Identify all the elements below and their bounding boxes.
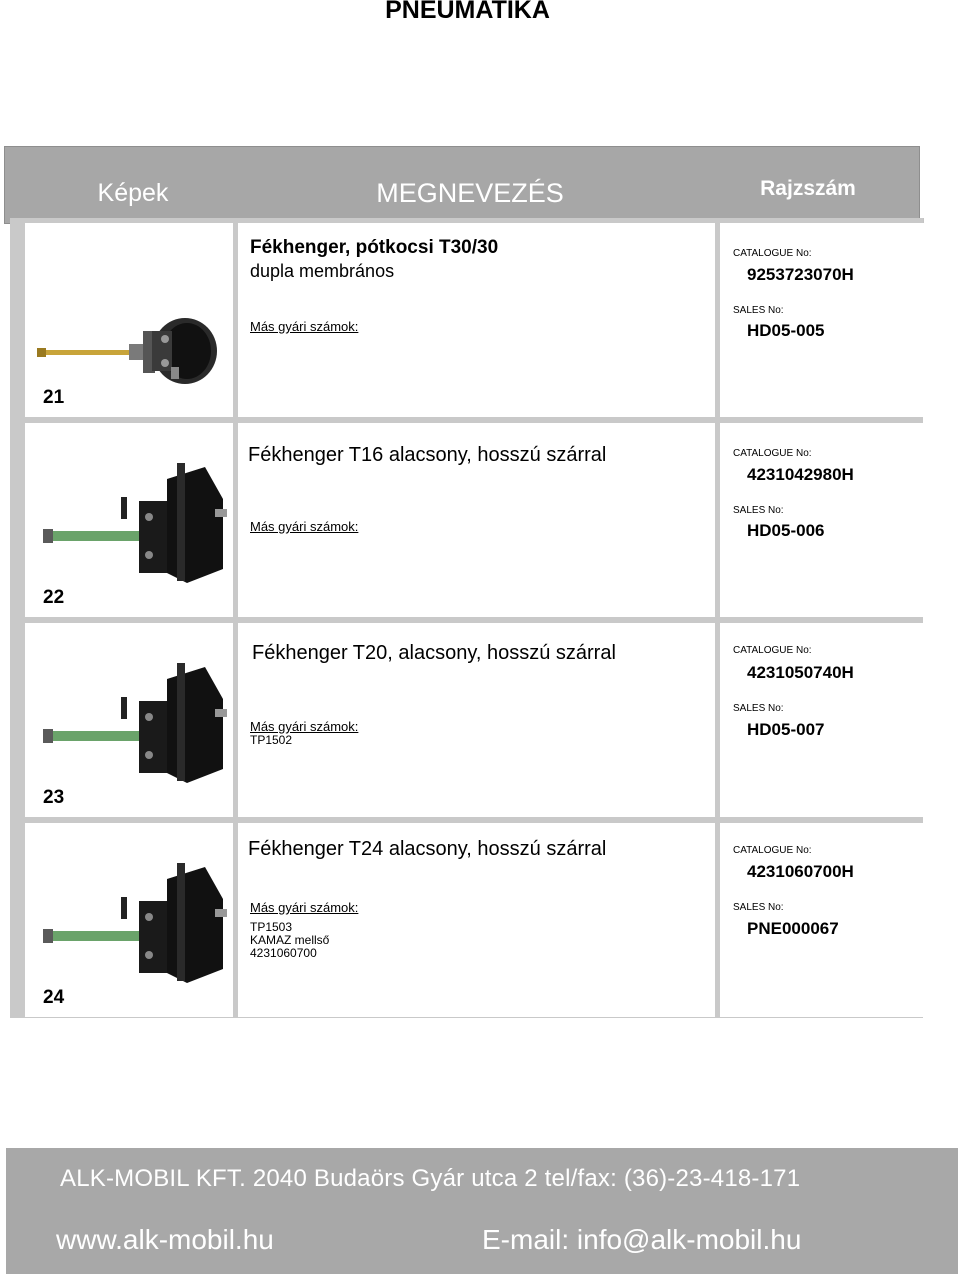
catalogue-no-label: CATALOGUE No: (733, 448, 812, 459)
row-index: 23 (43, 787, 65, 808)
product-name: Fékhenger T24 alacsony, hosszú szárral (248, 838, 607, 860)
column-header-name: MEGNEVEZÉS (376, 178, 564, 208)
sales-no-value: HD05-005 (747, 321, 825, 340)
other-factory-numbers-label: Más gyári számok: (250, 719, 359, 734)
other-factory-numbers-label: Más gyári számok: (250, 900, 359, 915)
footer-email-link[interactable]: E-mail: info@alk-mobil.hu (482, 1224, 802, 1255)
catalogue-cell (720, 223, 928, 417)
catalogue-no-label: CATALOGUE No: (733, 645, 812, 656)
catalogue-no-value: 4231050740H (747, 663, 854, 682)
product-image-cell (25, 823, 233, 1017)
catalogue-cell (720, 823, 928, 1017)
product-row (20, 218, 933, 418)
row-index: 22 (43, 587, 65, 608)
catalogue-no-value: 9253723070H (747, 265, 854, 284)
page-title: PNEUMATIKA (385, 0, 550, 24)
product-name: Fékhenger T16 alacsony, hosszú szárral (248, 444, 607, 466)
sales-no-label: SALES No: (733, 902, 784, 913)
product-row (20, 818, 933, 1018)
sales-no-label: SALES No: (733, 505, 784, 516)
other-factory-numbers-value: TP1503 KAMAZ mellső 4231060700 (250, 920, 330, 960)
catalogue-no-value: 4231042980H (747, 465, 854, 484)
brake-chamber-image (37, 859, 233, 985)
catalogue-no-label: CATALOGUE No: (733, 845, 812, 856)
product-table (10, 218, 923, 1018)
product-description-cell (238, 223, 715, 417)
footer-website-link[interactable]: www.alk-mobil.hu (56, 1224, 274, 1255)
product-row (20, 618, 933, 818)
row-index: 21 (43, 387, 65, 408)
other-factory-numbers-value: TP1502 (250, 733, 293, 747)
other-factory-numbers-label: Más gyári számok: (250, 519, 359, 534)
brake-chamber-image (37, 459, 233, 585)
product-row (20, 418, 933, 618)
column-header-pictures: Képek (97, 179, 169, 207)
product-image-cell (25, 623, 233, 817)
catalogue-no-label: CATALOGUE No: (733, 248, 812, 259)
product-image-cell (25, 423, 233, 617)
product-name: Fékhenger, pótkocsi T30/30 (250, 237, 499, 258)
product-description-cell (238, 423, 715, 617)
column-header-drawing-no: Rajzszám (760, 177, 856, 200)
row-index: 24 (43, 987, 65, 1008)
product-description-cell (238, 623, 715, 817)
sales-no-value: HD05-006 (747, 521, 825, 540)
sales-no-value: HD05-007 (747, 720, 825, 739)
other-factory-numbers-label: Más gyári számok: (250, 319, 359, 334)
catalogue-no-value: 4231060700H (747, 862, 854, 881)
brake-chamber-double-image (37, 259, 233, 385)
catalogue-cell (720, 623, 928, 817)
footer-address: ALK-MOBIL KFT. 2040 Budaörs Gyár utca 2 tel/fax: (36)-23-418-171 (60, 1165, 801, 1192)
sales-no-label: SALES No: (733, 703, 784, 714)
catalogue-cell (720, 423, 928, 617)
product-image-cell (25, 223, 233, 417)
brake-chamber-image (37, 659, 233, 785)
product-name-subline: dupla membrános (250, 261, 395, 281)
sales-no-value: PNE000067 (747, 919, 839, 938)
product-description-cell (238, 823, 715, 1017)
product-name: Fékhenger T20, alacsony, hosszú szárral (252, 642, 616, 664)
sales-no-label: SALES No: (733, 305, 784, 316)
